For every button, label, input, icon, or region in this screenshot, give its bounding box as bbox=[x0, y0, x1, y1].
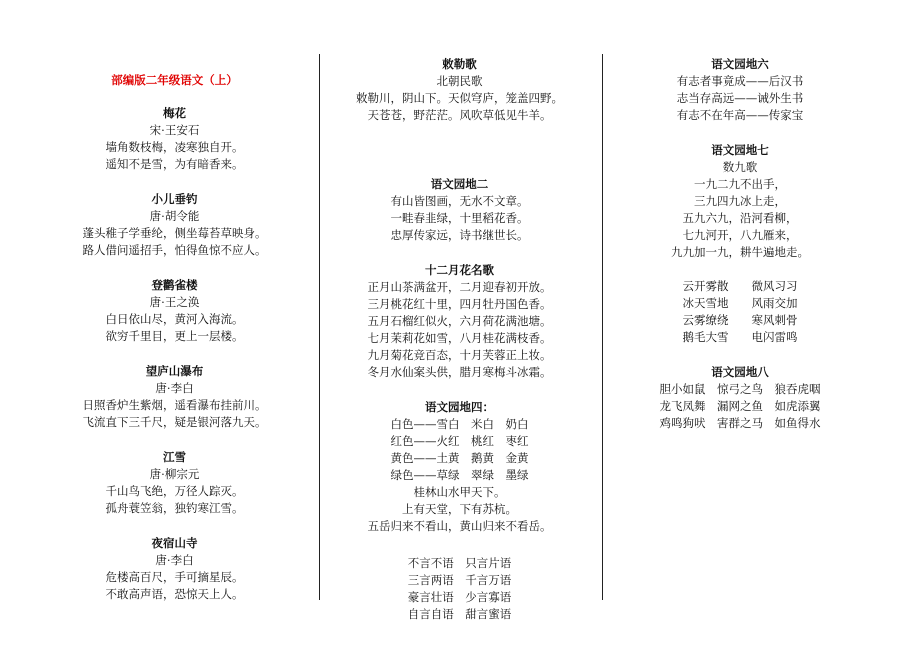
poem-line: 不敢高声语，恐惊天上人。 bbox=[105, 587, 244, 601]
section-title: 语文园地八 bbox=[711, 365, 769, 379]
poem-deng-guanquelou bbox=[42, 277, 307, 345]
poem-title: 小儿垂钓 bbox=[151, 192, 198, 206]
section-line: 七月茉莉花如雪，八月桂花满枝香。 bbox=[367, 331, 552, 345]
poem-line: 墙角数枝梅，凌寒独自开。 bbox=[105, 140, 244, 154]
section-title: 语文园地六 bbox=[711, 57, 769, 71]
saying-line: 上有天堂，下有苏杭。 bbox=[402, 502, 517, 516]
poem-line: 白日依山尽，黄河入海流。 bbox=[105, 312, 244, 326]
section-line: 有志不在年高——传家宝 bbox=[676, 108, 804, 122]
phrase-line: 三言两语 千言万语 bbox=[407, 573, 512, 587]
saying-line: 桂林山水甲天下。 bbox=[413, 485, 506, 499]
section-twelve-month-flowers bbox=[322, 262, 597, 381]
poem-title: 登鹳雀楼 bbox=[151, 278, 198, 292]
column-divider-left bbox=[319, 54, 320, 600]
poem-title: 夜宿山寺 bbox=[151, 536, 198, 550]
section-yuwen-yuandi-8 bbox=[610, 364, 870, 432]
section-line: 七九河开，八九雁来， bbox=[682, 228, 798, 242]
section-line: 志当存高远——诫外生书 bbox=[676, 91, 804, 105]
section-yuwen-yuandi-6 bbox=[610, 56, 870, 124]
section-line: 九九加一九，耕牛遍地走。 bbox=[671, 245, 809, 259]
poem-line: 危楼高百尺，手可摘星辰。 bbox=[105, 570, 244, 584]
color-word-line: 白色——雪白 米白 奶白 bbox=[390, 417, 529, 431]
section-title: 语文园地七 bbox=[711, 143, 769, 157]
poem-line: 天苍苍，野茫茫。风吹草低见牛羊。 bbox=[367, 108, 552, 122]
idiom-line: 龙飞凤舞 漏网之鱼 如虎添翼 bbox=[659, 399, 821, 413]
poem-line: 蓬头稚子学垂纶，侧坐莓苔草映身。 bbox=[82, 226, 267, 240]
poem-title: 江雪 bbox=[163, 450, 186, 464]
poem-title: 敕勒歌 bbox=[442, 57, 477, 71]
poem-chile-ge bbox=[322, 56, 597, 124]
color-word-line: 黄色——土黄 鹅黄 金黄 bbox=[390, 451, 529, 465]
poem-yesu-shansi bbox=[42, 535, 307, 603]
section-line: 正月山茶满盆开，二月迎春初开放。 bbox=[367, 280, 552, 294]
section-line: 有志者事竟成——后汉书 bbox=[676, 74, 804, 88]
weather-phrase-line: 冰天雪地 风雨交加 bbox=[682, 296, 798, 310]
section-line: 五月石榴红似火，六月荷花满池塘。 bbox=[367, 314, 552, 328]
poem-meihua bbox=[42, 105, 307, 173]
poem-line: 敕勒川，阴山下。天似穹庐，笼盖四野。 bbox=[356, 91, 563, 105]
document-title: 部编版二年级语文（上） bbox=[111, 73, 238, 87]
poem-author: 唐·李白 bbox=[155, 553, 194, 567]
section-line: 一九二九不出手， bbox=[694, 177, 786, 191]
section-title: 语文园地四： bbox=[425, 400, 494, 414]
poem-line: 孤舟蓑笠翁，独钓寒江雪。 bbox=[105, 501, 244, 515]
poem-author: 宋·王安石 bbox=[149, 123, 200, 137]
column-divider-right bbox=[602, 54, 603, 600]
saying-line: 五岳归来不看山，黄山归来不看岳。 bbox=[367, 519, 552, 533]
poem-author: 唐·胡令能 bbox=[149, 209, 200, 223]
section-title: 十二月花名歌 bbox=[425, 263, 494, 277]
poem-line: 路人借问遥招手，怕得鱼惊不应人。 bbox=[82, 243, 267, 257]
section-line: 九月菊花竞百态，十月芙蓉正上妆。 bbox=[367, 348, 552, 362]
section-line: 五九六九，沿河看柳， bbox=[682, 211, 798, 225]
poem-author: 唐·王之涣 bbox=[149, 295, 200, 309]
color-word-line: 绿色——草绿 翠绿 墨绿 bbox=[390, 468, 529, 482]
poem-line: 日照香炉生紫烟，遥看瀑布挂前川。 bbox=[82, 398, 267, 412]
section-yuwen-yuandi-7 bbox=[610, 142, 870, 346]
poem-line: 欲穷千里目，更上一层楼。 bbox=[105, 329, 244, 343]
phrase-line: 不言不语 只言片语 bbox=[407, 556, 512, 570]
section-line: 三九四九冰上走， bbox=[694, 194, 786, 208]
section-line: 忠厚传家远，诗书继世长。 bbox=[390, 228, 529, 242]
poem-line: 遥知不是雪，为有暗香来。 bbox=[105, 157, 244, 171]
section-line: 一畦春韭绿，十里稻花香。 bbox=[390, 211, 529, 225]
weather-phrase-line: 云雾缭绕 寒风刺骨 bbox=[682, 313, 798, 327]
column-1 bbox=[42, 56, 307, 603]
idiom-line: 胆小如鼠 惊弓之鸟 狼吞虎咽 bbox=[659, 382, 821, 396]
section-line: 有山皆图画，无水不文章。 bbox=[390, 194, 529, 208]
phrase-line: 豪言壮语 少言寡语 bbox=[407, 590, 512, 604]
column-2 bbox=[322, 56, 597, 623]
poem-xiaoer-chuidiao bbox=[42, 191, 307, 259]
section-line: 冬月水仙案头供，腊月寒梅斗冰霜。 bbox=[367, 365, 552, 379]
idiom-line: 鸡鸣狗吠 害群之马 如鱼得水 bbox=[659, 416, 821, 430]
phrase-line: 自言自语 甜言蜜语 bbox=[407, 607, 512, 621]
weather-phrase-line: 云开雾散 微风习习 bbox=[682, 279, 798, 293]
weather-phrase-line: 鹅毛大雪 电闪雷鸣 bbox=[682, 330, 798, 344]
poem-line: 飞流直下三千尺，疑是银河落九天。 bbox=[82, 415, 267, 429]
poem-author: 唐·李白 bbox=[155, 381, 194, 395]
poem-jiangxue bbox=[42, 449, 307, 517]
section-line: 三月桃花红十里，四月牡丹国色香。 bbox=[367, 297, 552, 311]
section-yuwen-yuandi-4 bbox=[322, 399, 597, 623]
section-subtitle: 数九歌 bbox=[722, 160, 758, 174]
poem-title: 梅花 bbox=[163, 106, 186, 120]
poem-author: 唐·柳宗元 bbox=[149, 467, 200, 481]
color-word-line: 红色——火红 桃红 枣红 bbox=[390, 434, 529, 448]
poem-line: 千山鸟飞绝，万径人踪灭。 bbox=[105, 484, 244, 498]
section-title: 语文园地二 bbox=[430, 177, 489, 191]
poem-title: 望庐山瀑布 bbox=[145, 364, 204, 378]
column-3 bbox=[610, 56, 870, 432]
poem-author: 北朝民歌 bbox=[436, 74, 483, 88]
section-yuwen-yuandi-2 bbox=[322, 176, 597, 244]
poem-wang-lushan-pubu bbox=[42, 363, 307, 431]
